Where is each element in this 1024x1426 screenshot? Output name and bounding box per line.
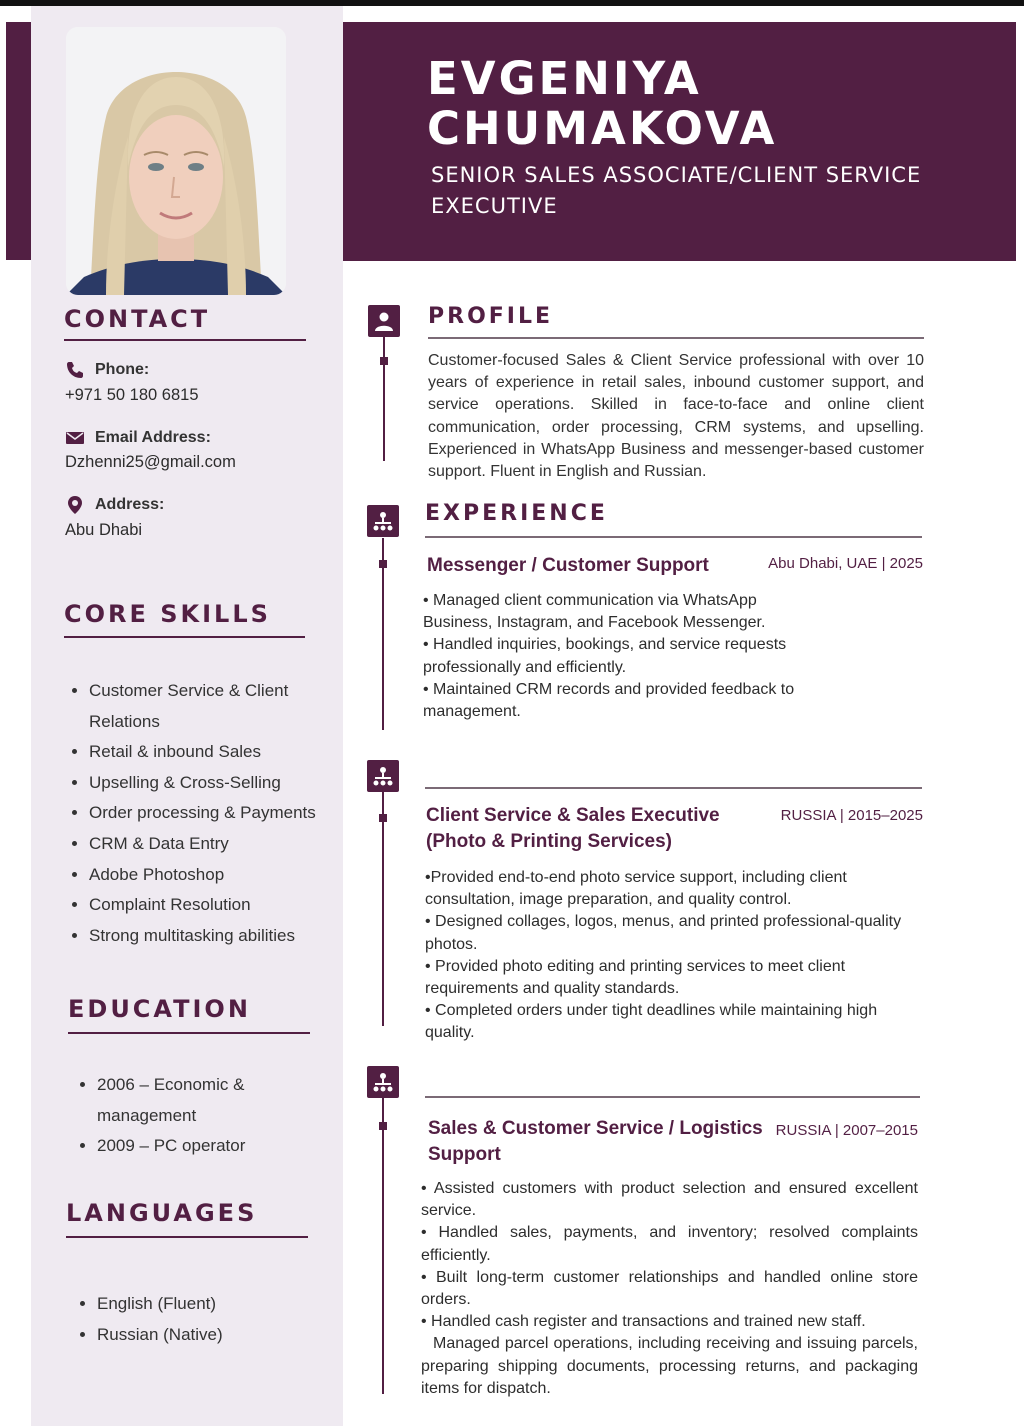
job-title: Messenger / Customer Support bbox=[427, 555, 709, 576]
experience-divider bbox=[425, 536, 922, 538]
job3-section-icon bbox=[367, 1066, 399, 1098]
profile-timeline-dot bbox=[380, 357, 388, 365]
phone-label bbox=[65, 360, 149, 380]
job-bullet: • Managed client communication via WhatsApp Business, Instagram, and Facebook Messenger. bbox=[423, 592, 766, 632]
job-bullets bbox=[421, 1178, 918, 1400]
languages-list bbox=[73, 1289, 317, 1350]
job-bullet: • Provided photo editing and printing services to meet client requirements and quality standards. bbox=[425, 957, 846, 998]
name-line-1: EVGENIYA bbox=[427, 52, 702, 105]
skill-item: • Strong multitasking abilities bbox=[89, 921, 334, 952]
phone-label-text: Phone: bbox=[95, 361, 150, 378]
header-left-band bbox=[6, 22, 32, 260]
job2-timeline-line bbox=[382, 792, 384, 1026]
email-label-text: Email Address: bbox=[95, 429, 211, 446]
contact-divider bbox=[64, 339, 306, 341]
location-pin-icon bbox=[65, 495, 85, 515]
job-bullet: • Handled sales, payments, and inventory; resolved complaints efficiently. bbox=[421, 1224, 918, 1264]
address-label bbox=[65, 495, 164, 515]
job-bullet: • Completed orders under tight deadlines while maintaining high quality. bbox=[425, 1002, 878, 1042]
org-chart-icon bbox=[371, 764, 395, 788]
phone-value[interactable]: +971 50 180 6815 bbox=[65, 386, 199, 404]
education-item: • 2009 – PC operator bbox=[97, 1131, 277, 1162]
experience-section-icon bbox=[367, 505, 399, 537]
job-bullet: • Handled cash register and transactions and trained new staff. bbox=[421, 1313, 866, 1331]
candidate-title: SENIOR SALES ASSOCIATE/CLIENT SERVICE EXECUTIVE bbox=[431, 163, 922, 218]
job-bullet: • Handled inquiries, bookings, and service requests professionally and efficiently. bbox=[423, 636, 787, 676]
profile-summary: Customer-focused Sales & Client Service professional with over 10 years of experience in retail sales, inbound customer support, and service operations. Skilled in face-to-face and online client communication, order processing, CRM systems, and upselling. Experienced in WhatsApp Business and messenger-based customer support. Fluent in English and Russian. bbox=[428, 352, 924, 481]
job-bullet: •Provided end-to-end photo service support, including client consultation, image preparation, and quality control. bbox=[425, 869, 847, 909]
profile-divider bbox=[428, 337, 924, 339]
email-label bbox=[65, 428, 211, 448]
job1-timeline-dot bbox=[379, 560, 387, 568]
skill-item: • Adobe Photoshop bbox=[89, 860, 334, 891]
job-bullet: • Built long-term customer relationships and handled online store orders. bbox=[421, 1268, 918, 1309]
language-item: • English (Fluent) bbox=[97, 1289, 317, 1320]
skill-item: • Retail & inbound Sales bbox=[89, 737, 334, 768]
job-meta: RUSSIA | 2007–2015 bbox=[775, 1122, 918, 1139]
languages-divider bbox=[66, 1236, 308, 1238]
education-item: • 2006 – Economic & management bbox=[97, 1070, 277, 1131]
skill-item: • Complaint Resolution bbox=[89, 890, 334, 921]
profile-section-icon bbox=[368, 305, 400, 337]
contact-heading: CONTACT bbox=[64, 305, 211, 333]
skill-item: • Customer Service & Client Relations bbox=[89, 676, 334, 737]
right-border bbox=[1016, 6, 1024, 1426]
profile-timeline-line bbox=[383, 337, 385, 461]
job2-timeline-dot bbox=[379, 814, 387, 822]
phone-icon bbox=[65, 360, 85, 380]
skills-divider bbox=[64, 636, 305, 638]
email-value[interactable]: Dzhenni25@gmail.com bbox=[65, 453, 236, 471]
job-bullet: • Maintained CRM records and provided feedback to management. bbox=[423, 680, 795, 721]
job-title: Client Service & Sales Executive (Photo & Printing Services) bbox=[426, 805, 720, 852]
skill-item: • CRM & Data Entry bbox=[89, 829, 334, 860]
job3-timeline-dot bbox=[379, 1122, 387, 1130]
education-list bbox=[73, 1070, 277, 1162]
job-bullet: • Assisted customers with product selection and ensured excellent service. bbox=[421, 1180, 918, 1220]
org-chart-icon bbox=[371, 509, 395, 533]
job-meta: RUSSIA | 2015–2025 bbox=[780, 807, 923, 824]
job-bullets bbox=[425, 867, 922, 1045]
job-bullets bbox=[423, 590, 798, 723]
education-heading: EDUCATION bbox=[68, 995, 251, 1023]
skill-item: • Order processing & Payments bbox=[89, 798, 334, 829]
job3-timeline-line bbox=[382, 1098, 384, 1394]
skill-item: • Upselling & Cross-Selling bbox=[89, 768, 334, 799]
person-icon bbox=[372, 309, 396, 333]
job2-section-icon bbox=[367, 760, 399, 792]
job-bullet: • Designed collages, logos, menus, and printed professional-quality photos. bbox=[425, 913, 902, 953]
job3-divider bbox=[425, 1096, 920, 1098]
envelope-icon bbox=[65, 428, 85, 448]
address-value: Abu Dhabi bbox=[65, 521, 143, 539]
profile-heading: PROFILE bbox=[428, 304, 554, 329]
job-meta: Abu Dhabi, UAE | 2025 bbox=[768, 555, 923, 572]
name-line-2: CHUMAKOVA bbox=[427, 102, 778, 155]
address-label-text: Address: bbox=[95, 496, 165, 513]
languages-heading: LANGUAGES bbox=[66, 1199, 258, 1227]
experience-heading: EXPERIENCE bbox=[425, 501, 608, 526]
job-title: Sales & Customer Service / Logistics Support bbox=[428, 1118, 763, 1165]
profile-photo bbox=[66, 27, 286, 295]
job-bullet: Managed parcel operations, including receiving and issuing parcels, preparing shipping documents, processing returns, and packaging items for dispatch. bbox=[421, 1335, 918, 1397]
skills-heading: CORE SKILLS bbox=[64, 600, 271, 628]
skills-list bbox=[65, 676, 334, 951]
org-chart-icon bbox=[371, 1070, 395, 1094]
job2-divider bbox=[425, 787, 922, 789]
language-item: • Russian (Native) bbox=[97, 1320, 317, 1351]
candidate-name bbox=[427, 54, 777, 154]
education-divider bbox=[68, 1032, 310, 1034]
